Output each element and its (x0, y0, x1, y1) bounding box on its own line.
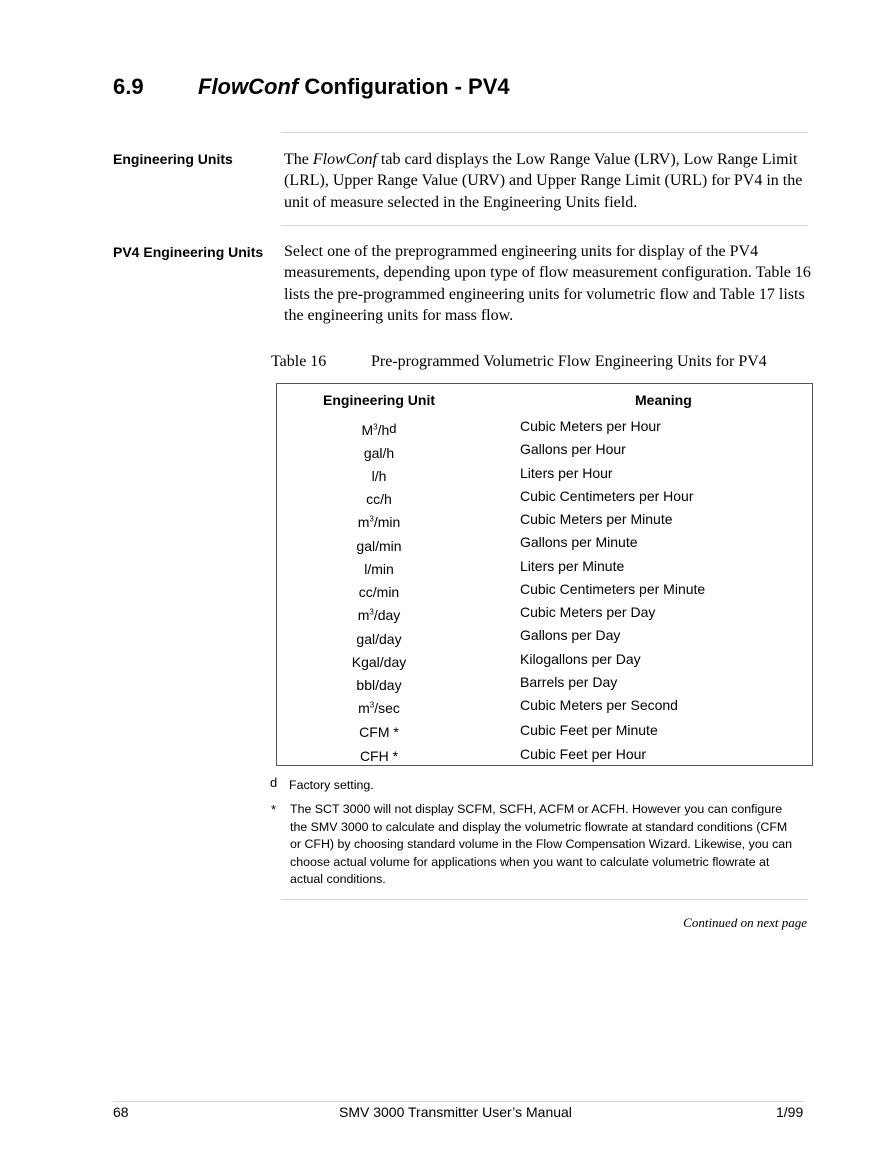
engineering-unit-cell: $m^3/\min$ (357, 514, 401, 530)
side-label-pv4-engineering-units: PV4 Engineering Units (113, 244, 264, 260)
meaning-cell: Cubic Meters per Second (520, 697, 678, 713)
engineering-unit-cell: l/min (364, 561, 394, 577)
meaning-cell: Liters per Minute (520, 558, 625, 574)
meaning-cell: Barrels per Day (520, 674, 618, 690)
table-title: Pre-programmed Volumetric Flow Engineering Units for PV4 (371, 353, 767, 370)
factory-setting-mark: d (389, 421, 397, 436)
pv4-units-paragraph: Select one of the preprogrammed engineering units for display of the PV4 measurements, depending upon type of flow measurement configuration. Table 16 lists the pre-programmed engineering units for volumetric flow and Table 17 lists the engineering units for mass flow. (284, 243, 811, 324)
section-number: 6.9 (113, 74, 144, 99)
paragraph-text: The (284, 151, 313, 168)
section-heading (113, 74, 510, 100)
divider (281, 899, 808, 900)
footnote-mark: * (271, 802, 277, 817)
meaning-cell: Cubic Meters per Minute (520, 511, 673, 527)
paragraph-emphasis: FlowConf (312, 151, 377, 168)
footnote-volumetric-note: The SCT 3000 will not display SCFM, SCFH, ACFM or ACFH. However you can configure the SMV 3000 to calculate and display the volumetric flowrate at standard conditions (CFM or CFH) by choosing standard volume in the Flow Compensation Wizard. Likewise, you can choose actual volume for applications when you want to calculate volumetric flowrate at actual conditions. (290, 802, 793, 886)
meaning-cell: Kilogallons per Day (520, 651, 641, 667)
column-header-meaning: Meaning (635, 392, 692, 408)
meaning-cell: Liters per Hour (520, 465, 613, 481)
page-number: 68 (113, 1104, 129, 1120)
continued-note: Continued on next page (683, 915, 807, 930)
divider (281, 225, 808, 226)
engineering-unit-cell: cc/min (358, 584, 400, 600)
meaning-cell: Cubic Centimeters per Hour (520, 488, 694, 504)
engineering-unit-cell: $M^3/hd$ (361, 421, 397, 438)
manual-title: SMV 3000 Transmitter User’s Manual (339, 1104, 572, 1120)
column-header-engineering-unit: Engineering Unit (323, 392, 435, 408)
engineering-unit-cell: $m^3/\sec$ (358, 700, 400, 716)
engineering-unit-cell: $m^3$/day (357, 607, 401, 623)
meaning-cell: Cubic Feet per Hour (520, 746, 647, 762)
section-title: Configuration - PV4 (298, 74, 510, 99)
publication-date: 1/99 (776, 1104, 804, 1120)
engineering-units-paragraph (284, 149, 812, 213)
engineering-unit-cell: CFH * (359, 748, 399, 764)
meaning-cell: Gallons per Hour (520, 441, 626, 457)
meaning-cell: Gallons per Minute (520, 534, 638, 550)
meaning-cell: Cubic Feet per Minute (520, 722, 658, 738)
engineering-unit-cell: l/h (371, 468, 387, 484)
paragraph-text: tab card displays the Low Range Value (LRV), Low Range Limit (LRL), Upper Range Value (URV) and Upper Range Limit (URL) for PV4 in the unit of measure selected in the Engineering Units field. (284, 151, 803, 211)
meaning-cell: Cubic Meters per Hour (520, 418, 661, 434)
side-label-engineering-units: Engineering Units (113, 151, 233, 167)
footnote-factory-setting: Factory setting. (289, 778, 374, 792)
engineering-unit-cell: bbl/day (356, 677, 402, 693)
meaning-cell: Gallons per Day (520, 627, 621, 643)
section-title-italic: FlowConf (198, 74, 299, 99)
table-caption (271, 353, 767, 371)
engineering-unit-cell: gal/min (356, 538, 402, 554)
footnote-mark: d (270, 775, 278, 790)
engineering-unit-cell: gal/h (363, 445, 395, 461)
footer-divider (113, 1101, 804, 1102)
engineering-unit-cell: cc/h (366, 491, 392, 507)
units-table (276, 383, 813, 766)
engineering-unit-cell: gal/day (356, 631, 402, 647)
engineering-unit-cell: CFM * (359, 724, 399, 740)
engineering-unit-cell: Kgal/day (351, 654, 407, 670)
meaning-cell: Cubic Centimeters per Minute (520, 581, 706, 597)
divider (281, 132, 808, 133)
table-number: Table 16 (271, 353, 327, 370)
meaning-cell: Cubic Meters per Day (520, 604, 656, 620)
